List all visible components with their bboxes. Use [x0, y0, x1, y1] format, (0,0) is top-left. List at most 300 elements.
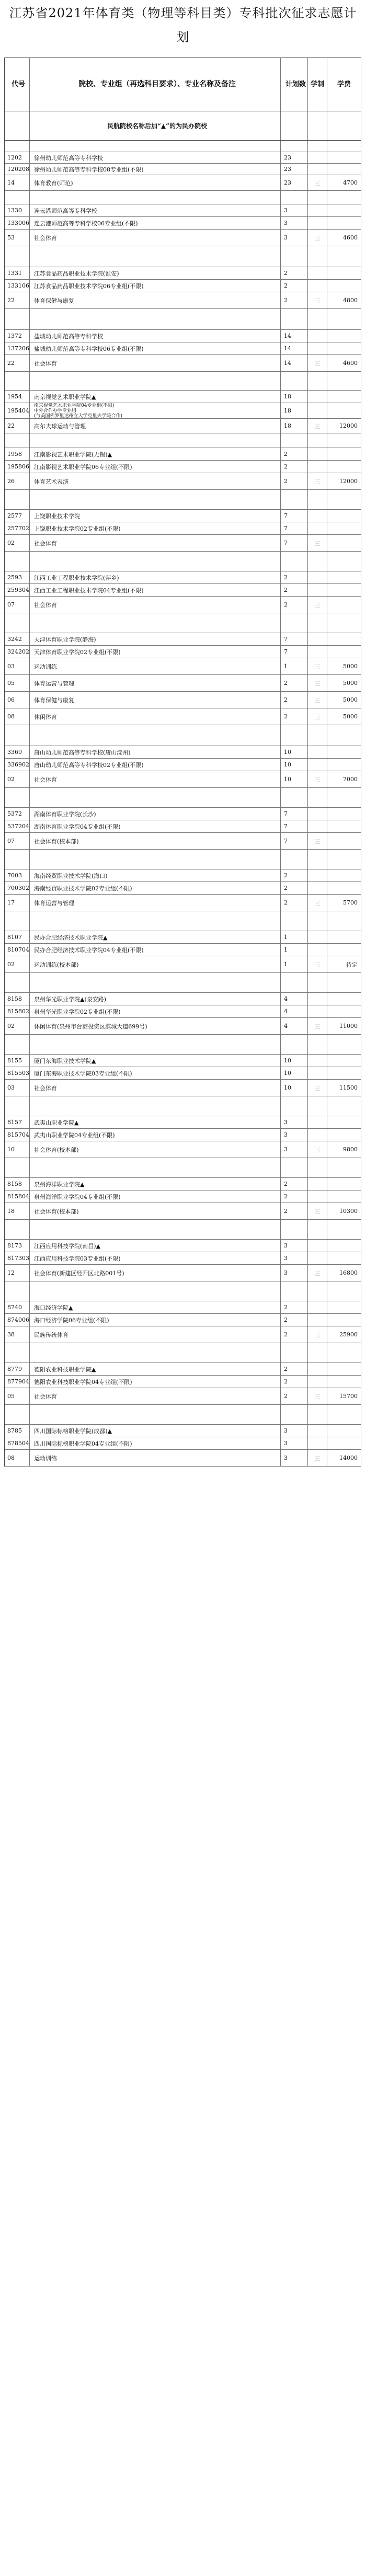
fee-cell: 5000: [327, 692, 361, 708]
code-cell: [5, 788, 30, 807]
code-cell: 336902: [5, 759, 30, 771]
plan-cell: 7: [281, 808, 308, 820]
table-row: [5, 461, 361, 473]
fee-cell: [327, 448, 361, 460]
name-cell: [30, 433, 281, 448]
fee-cell: [327, 1096, 361, 1116]
name-cell: 民办合肥经济技术职业学院▲: [30, 931, 281, 943]
page-title: 江苏省2021年体育类（物理等科目类）专科批次征求志愿计划: [9, 6, 357, 44]
sys-cell: 三: [308, 1265, 327, 1281]
name-cell: 体育教育(师范): [30, 175, 281, 190]
fee-cell: [327, 1035, 361, 1054]
sys-cell: [308, 1190, 327, 1203]
table-row: [5, 372, 361, 391]
sys-cell: [308, 490, 327, 509]
plan-cell: [281, 372, 308, 390]
code-cell: 120208: [5, 164, 30, 175]
name-cell: 运动训练(校本部): [30, 956, 281, 972]
sys-cell: 三: [308, 771, 327, 787]
sys-cell: 三: [308, 535, 327, 551]
plan-cell: 18: [281, 419, 308, 433]
table-row: [5, 633, 361, 646]
sys-cell: 三: [308, 956, 327, 972]
name-cell: 高尔夫球运动与管理: [30, 419, 281, 433]
code-cell: 1202: [5, 152, 30, 163]
plan-cell: 2: [281, 597, 308, 613]
table-row: [5, 725, 361, 746]
code-cell: 810704: [5, 944, 30, 956]
plan-cell: 2: [281, 267, 308, 279]
plan-cell: 1: [281, 944, 308, 956]
code-cell: 26: [5, 473, 30, 489]
fee-cell: [327, 1055, 361, 1067]
table-row: [5, 1158, 361, 1178]
fee-cell: 15700: [327, 1388, 361, 1404]
sys-cell: 三: [308, 692, 327, 708]
name-cell: [30, 850, 281, 869]
sys-cell: [308, 613, 327, 633]
fee-cell: [327, 973, 361, 992]
fee-cell: 4800: [327, 292, 361, 308]
plan-cell: 7: [281, 522, 308, 534]
name-cell: 四川国际标榜职业学院(成都)▲: [30, 1425, 281, 1437]
table-row: [5, 1437, 361, 1450]
table-row: [5, 391, 361, 403]
sys-cell: [308, 510, 327, 522]
name-cell: 泉州华光职业学院▲(泉安路): [30, 993, 281, 1005]
name-cell: 厦门东海职业技术学院▲: [30, 1055, 281, 1067]
sys-cell: [308, 1178, 327, 1190]
name-cell: 唐山幼儿师范高等专科学校02专业组(不限): [30, 759, 281, 771]
fee-cell: [327, 597, 361, 613]
table-row: [5, 1301, 361, 1314]
fee-cell: [327, 1405, 361, 1424]
plan-cell: [281, 141, 308, 152]
sys-cell: 三: [308, 355, 327, 371]
code-cell: 195806: [5, 461, 30, 473]
plan-cell: 18: [281, 391, 308, 403]
plan-cell: 2: [281, 1326, 308, 1343]
fee-cell: [327, 1363, 361, 1375]
sys-cell: 三: [308, 597, 327, 613]
code-cell: 195404: [5, 403, 30, 418]
sys-cell: [308, 931, 327, 943]
table-row: [5, 510, 361, 522]
name-cell: 社会体育(新建区经开区北路001号): [30, 1265, 281, 1281]
name-cell: [30, 141, 281, 152]
table-row: [5, 309, 361, 330]
table-row: [5, 280, 361, 292]
sys-cell: [308, 1343, 327, 1363]
table-row: [5, 708, 361, 725]
fee-cell: 5000: [327, 658, 361, 674]
sys-cell: [308, 1363, 327, 1375]
table-row: [5, 448, 361, 461]
plan-cell: 2: [281, 1363, 308, 1375]
name-cell: [30, 788, 281, 807]
name-cell: 江南影视艺术职业学院(无锡)▲: [30, 448, 281, 460]
table-row: [5, 571, 361, 584]
fee-cell: [327, 164, 361, 175]
name-cell: 社会体育(校本部): [30, 833, 281, 849]
table-row: [5, 1265, 361, 1281]
name-cell: 南京视觉艺术职业学院04专业组(不限) 中外合作办学专业组 (与美国佛罗里达州立大学克里夫学院合作): [30, 403, 281, 418]
code-cell: 05: [5, 675, 30, 691]
table-row: [5, 993, 361, 1005]
table-row: [5, 1190, 361, 1203]
name-cell: 天津体育职业学院02专业组(不限): [30, 646, 281, 658]
name-cell: 江西工业工程职业技术学院04专业组(不限): [30, 584, 281, 596]
plan-cell: [281, 725, 308, 746]
sys-cell: [308, 788, 327, 807]
fee-cell: [327, 490, 361, 509]
fee-cell: 16800: [327, 1265, 361, 1281]
name-cell: [30, 973, 281, 992]
sys-cell: [308, 1116, 327, 1128]
fee-cell: [327, 522, 361, 534]
fee-cell: [327, 246, 361, 267]
sys-cell: [308, 372, 327, 390]
table-row: [5, 191, 361, 204]
fee-cell: 5700: [327, 895, 361, 911]
plan-cell: 3: [281, 1450, 308, 1466]
table-row: [5, 675, 361, 692]
sys-cell: 三: [308, 1326, 327, 1343]
table-row: [5, 833, 361, 850]
table-row: [5, 1388, 361, 1405]
table-row: [5, 267, 361, 280]
plan-cell: 4: [281, 1018, 308, 1034]
name-cell: 徐州幼儿师范高等专科学校08专业组(不限): [30, 164, 281, 175]
table-row: [5, 820, 361, 833]
name-cell: 社会体育: [30, 355, 281, 371]
code-cell: [5, 372, 30, 390]
code-cell: 08: [5, 1450, 30, 1466]
fee-cell: 12000: [327, 473, 361, 489]
fee-cell: [327, 911, 361, 931]
sys-cell: 三: [308, 292, 327, 308]
plan-cell: [281, 1281, 308, 1301]
code-cell: [5, 973, 30, 992]
plan-cell: 7: [281, 646, 308, 658]
code-cell: 133106: [5, 280, 30, 292]
name-cell: 上饶职业技术学院02专业组(不限): [30, 522, 281, 534]
name-cell: [30, 613, 281, 633]
fee-cell: [327, 217, 361, 229]
name-cell: 泉州海洋职业学院▲: [30, 1178, 281, 1190]
plan-cell: [281, 850, 308, 869]
name-cell: 社会体育: [30, 1388, 281, 1404]
table-row: [5, 746, 361, 759]
code-cell: [5, 1343, 30, 1363]
table-row: [5, 597, 361, 613]
code-cell: 02: [5, 956, 30, 972]
sys-cell: [308, 633, 327, 645]
fee-cell: [327, 931, 361, 943]
code-cell: 02: [5, 1018, 30, 1034]
name-cell: 江西应用科技学院(南昌)▲: [30, 1240, 281, 1252]
sys-cell: [308, 584, 327, 596]
table-note: 民航院校名称后加“▲”的为民办院校: [30, 111, 281, 140]
code-cell: 137206: [5, 342, 30, 354]
code-cell: [5, 490, 30, 509]
sys-cell: [308, 746, 327, 758]
table-row: [5, 931, 361, 944]
plan-cell: 2: [281, 708, 308, 725]
name-cell: 泉州海洋职业学院04专业组(不限): [30, 1190, 281, 1203]
fee-cell: [327, 152, 361, 163]
name-cell: [30, 1158, 281, 1177]
plan-cell: [281, 552, 308, 571]
table-row: [5, 771, 361, 788]
name-cell: 民族传统体育: [30, 1326, 281, 1343]
table-row: [5, 956, 361, 973]
table-row: [5, 1080, 361, 1096]
plan-cell: 2: [281, 571, 308, 583]
sys-cell: [308, 1096, 327, 1116]
code-cell: 17: [5, 895, 30, 911]
code-cell: 22: [5, 355, 30, 371]
name-cell: 上饶职业技术学院: [30, 510, 281, 522]
code-cell: 815704: [5, 1129, 30, 1141]
plan-cell: 10: [281, 771, 308, 787]
code-cell: 1958: [5, 448, 30, 460]
table-row: [5, 490, 361, 510]
name-cell: [30, 1281, 281, 1301]
sys-cell: 三: [308, 658, 327, 674]
fee-cell: [327, 309, 361, 329]
name-cell: 连云港师范高等专科学校06专业组(不限): [30, 217, 281, 229]
fee-cell: [327, 1178, 361, 1190]
sys-cell: [308, 280, 327, 292]
sys-cell: [308, 267, 327, 279]
header-plan: 计划数: [281, 58, 308, 111]
plan-cell: [281, 911, 308, 931]
sys-cell: [308, 152, 327, 163]
sys-cell: 三: [308, 833, 327, 849]
plan-cell: 2: [281, 882, 308, 894]
fee-cell: [327, 372, 361, 390]
table-row: [5, 1018, 361, 1035]
code-cell: [5, 1220, 30, 1239]
name-cell: [30, 372, 281, 390]
name-cell: 社会体育: [30, 597, 281, 613]
table-row: [5, 1314, 361, 1326]
plan-cell: 7: [281, 820, 308, 832]
sys-cell: [308, 1405, 327, 1424]
code-cell: [5, 1035, 30, 1054]
sys-cell: [308, 1055, 327, 1067]
sys-cell: [308, 869, 327, 881]
plan-cell: 2: [281, 1314, 308, 1326]
table-row: [5, 1343, 361, 1363]
code-cell: 537204: [5, 820, 30, 832]
plan-cell: 1: [281, 956, 308, 972]
code-cell: [5, 246, 30, 267]
plan-cell: 18: [281, 403, 308, 418]
code-cell: 324202: [5, 646, 30, 658]
name-cell: 体育运营与管理: [30, 675, 281, 691]
name-cell: 德阳农业科技职业学院▲: [30, 1363, 281, 1375]
fee-cell: [327, 613, 361, 633]
code-cell: 02: [5, 535, 30, 551]
plan-cell: 7: [281, 633, 308, 645]
fee-cell: [327, 1376, 361, 1388]
name-cell: 海南经贸职业技术学院02专业组(不限): [30, 882, 281, 894]
fee-cell: [327, 850, 361, 869]
fee-cell: [327, 1005, 361, 1017]
table-row: [5, 1129, 361, 1141]
code-cell: 2593: [5, 571, 30, 583]
fee-cell: [327, 535, 361, 551]
code-cell: 38: [5, 1326, 30, 1343]
name-cell: [30, 191, 281, 204]
fee-cell: [327, 633, 361, 645]
plan-cell: 3: [281, 1265, 308, 1281]
table-row: [5, 175, 361, 191]
plan-cell: 1: [281, 931, 308, 943]
plan-cell: 23: [281, 152, 308, 163]
fee-cell: 10300: [327, 1203, 361, 1219]
plan-cell: [281, 1405, 308, 1424]
table-header: [5, 58, 361, 111]
table-row: [5, 1116, 361, 1129]
plan-cell: 3: [281, 230, 308, 246]
name-cell: [30, 1096, 281, 1116]
sys-cell: [308, 1425, 327, 1437]
name-cell: 江西应用科技学院03专业组(不限): [30, 1252, 281, 1264]
plan-cell: [281, 1035, 308, 1054]
name-cell: [30, 1405, 281, 1424]
fee-cell: 12000: [327, 419, 361, 433]
code-cell: 02: [5, 771, 30, 787]
sys-cell: [308, 993, 327, 1005]
sys-cell: [308, 808, 327, 820]
code-cell: 815503: [5, 1067, 30, 1079]
name-cell: 厦门东海职业技术学院03专业组(不限): [30, 1067, 281, 1079]
table-row: [5, 152, 361, 164]
fee-cell: 5000: [327, 708, 361, 725]
sys-cell: [308, 1067, 327, 1079]
plan-cell: 2: [281, 675, 308, 691]
sys-cell: 三: [308, 1388, 327, 1404]
name-cell: 运动训练: [30, 1450, 281, 1466]
code-cell: 05: [5, 1388, 30, 1404]
sys-cell: [308, 246, 327, 267]
fee-cell: [327, 1220, 361, 1239]
sys-cell: 三: [308, 675, 327, 691]
code-cell: 3242: [5, 633, 30, 645]
code-cell: 07: [5, 833, 30, 849]
name-cell: 徐州幼儿师范高等专科学校: [30, 152, 281, 163]
name-cell: 体育艺术表演: [30, 473, 281, 489]
fee-cell: [327, 833, 361, 849]
sys-cell: 三: [308, 708, 327, 725]
fee-cell: [327, 330, 361, 342]
code-cell: 22: [5, 292, 30, 308]
fee-cell: [327, 1067, 361, 1079]
plan-cell: 2: [281, 895, 308, 911]
plan-cell: 10: [281, 1067, 308, 1079]
code-cell: 8158: [5, 993, 30, 1005]
name-cell: 武夷山职业学院▲: [30, 1116, 281, 1128]
name-cell: [30, 309, 281, 329]
sys-cell: [308, 646, 327, 658]
table-row: [5, 164, 361, 175]
note-sys-cell: [308, 111, 327, 140]
fee-cell: 14000: [327, 1450, 361, 1466]
plan-cell: 2: [281, 692, 308, 708]
code-cell: 817303: [5, 1252, 30, 1264]
table-row: [5, 217, 361, 230]
plan-cell: 2: [281, 1388, 308, 1404]
code-cell: 53: [5, 230, 30, 246]
sys-cell: [308, 141, 327, 152]
sys-cell: [308, 1220, 327, 1239]
sys-cell: [308, 759, 327, 771]
table-row: [5, 613, 361, 633]
plan-cell: [281, 191, 308, 204]
plan-cell: [281, 490, 308, 509]
code-cell: 8158: [5, 1178, 30, 1190]
plan-cell: 2: [281, 869, 308, 881]
name-cell: 武夷山职业学院04专业组(不限): [30, 1129, 281, 1141]
table-row: [5, 911, 361, 931]
sys-cell: [308, 1252, 327, 1264]
table-row: [5, 355, 361, 372]
table-row: [5, 584, 361, 597]
plan-cell: [281, 246, 308, 267]
name-cell: 社会体育: [30, 1080, 281, 1096]
table-row: [5, 246, 361, 267]
plan-cell: 10: [281, 1080, 308, 1096]
code-cell: 878504: [5, 1437, 30, 1449]
name-cell: [30, 552, 281, 571]
table-row: [5, 973, 361, 993]
table-row: [5, 882, 361, 895]
code-cell: 1330: [5, 204, 30, 216]
plan-cell: [281, 433, 308, 448]
table-row: [5, 869, 361, 882]
plan-cell: 3: [281, 1437, 308, 1449]
code-cell: [5, 1281, 30, 1301]
note-fee-cell: [327, 111, 361, 140]
table-row: [5, 522, 361, 535]
header-code: 代号: [5, 58, 30, 111]
sys-cell: [308, 217, 327, 229]
table-row: [5, 1252, 361, 1265]
table-row: [5, 552, 361, 571]
sys-cell: 三: [308, 230, 327, 246]
name-cell: 社会体育: [30, 230, 281, 246]
name-cell: 社会体育: [30, 535, 281, 551]
name-cell: 海南经贸职业技术学院(海口): [30, 869, 281, 881]
plan-cell: 14: [281, 355, 308, 371]
sys-cell: [308, 1301, 327, 1313]
code-cell: 22: [5, 419, 30, 433]
fee-cell: [327, 1116, 361, 1128]
sys-cell: [308, 342, 327, 354]
table-row: [5, 433, 361, 448]
code-cell: 133006: [5, 217, 30, 229]
code-cell: 18: [5, 1203, 30, 1219]
sys-cell: 三: [308, 419, 327, 433]
sys-cell: [308, 1314, 327, 1326]
plan-cell: 1: [281, 658, 308, 674]
name-cell: [30, 911, 281, 931]
plan-cell: 2: [281, 1376, 308, 1388]
fee-cell: [327, 869, 361, 881]
